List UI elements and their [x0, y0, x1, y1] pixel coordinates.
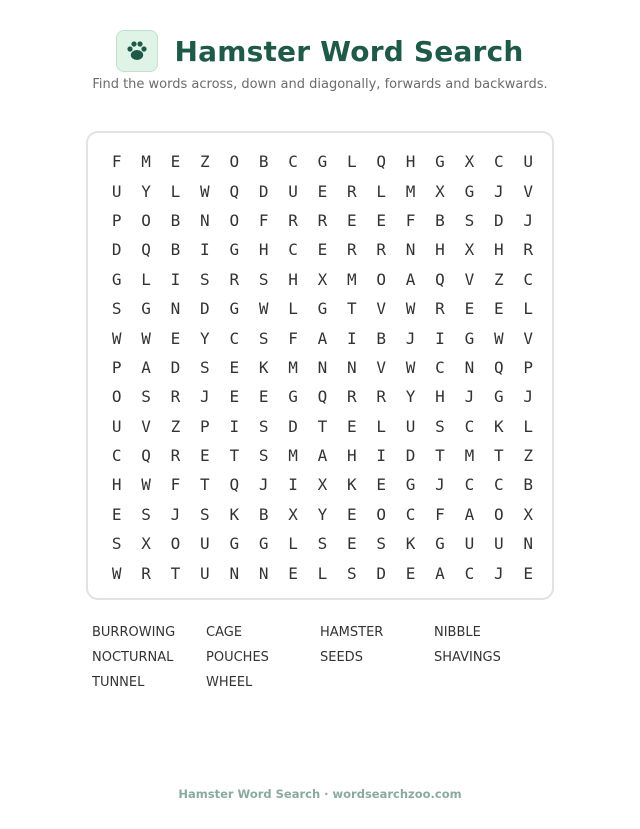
grid-cell[interactable]: Y [317, 504, 328, 524]
grid-cell[interactable]: E [111, 504, 122, 524]
grid-cell[interactable]: E [288, 563, 298, 583]
grid-cell[interactable]: C [493, 475, 504, 495]
grid-cell[interactable]: G [229, 240, 240, 260]
grid-cell[interactable]: F [405, 210, 416, 230]
grid-cell[interactable]: U [493, 534, 504, 554]
grid-cell[interactable]: H [435, 387, 445, 407]
grid-cell[interactable]: S [200, 269, 210, 289]
grid-cell[interactable]: E [229, 357, 240, 377]
grid-cell[interactable]: L [317, 563, 328, 583]
grid-cell[interactable]: T [170, 563, 181, 583]
grid-cell[interactable]: M [288, 446, 298, 466]
grid-cell[interactable]: S [258, 446, 269, 466]
grid-cell[interactable]: S [200, 504, 210, 524]
grid-cell[interactable]: N [347, 357, 357, 377]
grid-cell[interactable]: D [170, 357, 181, 377]
grid-cell[interactable]: N [405, 240, 416, 260]
grid-cell[interactable]: H [347, 446, 357, 466]
grid-cell[interactable]: J [200, 387, 210, 407]
grid-cell[interactable]: N [464, 357, 475, 377]
header [0, 28, 640, 74]
grid-cell[interactable]: W [405, 357, 416, 377]
grid-cell[interactable]: T [200, 475, 210, 495]
grid-cell[interactable]: Q [435, 269, 445, 289]
grid-cell[interactable]: B [258, 152, 269, 172]
grid-cell[interactable]: D [200, 299, 210, 319]
grid-cell[interactable]: L [170, 181, 181, 201]
grid-cell[interactable]: Y [200, 328, 210, 348]
grid-cell[interactable]: K [405, 534, 416, 554]
grid-cell[interactable]: G [288, 387, 298, 407]
grid-cell[interactable]: O [141, 210, 151, 230]
grid-cell[interactable]: W [200, 181, 210, 201]
grid-cell[interactable]: Z [523, 446, 533, 466]
grid-cell[interactable]: A [141, 357, 151, 377]
grid-cell[interactable]: G [258, 534, 269, 554]
grid-cell[interactable]: B [376, 328, 387, 348]
grid-cell[interactable]: E [317, 240, 328, 260]
grid-cell[interactable]: L [523, 416, 533, 436]
grid-cell[interactable]: Q [141, 240, 151, 260]
grid-cell[interactable]: W [493, 328, 504, 348]
grid-cell[interactable]: I [229, 416, 240, 436]
grid-cell[interactable]: G [464, 328, 475, 348]
grid-cell[interactable]: C [464, 563, 475, 583]
grid-cell[interactable]: M [464, 446, 475, 466]
grid-cell[interactable]: T [435, 446, 445, 466]
grid-cell[interactable]: U [111, 181, 122, 201]
grid-cell[interactable]: C [464, 416, 475, 436]
grid-cell[interactable]: R [347, 181, 357, 201]
grid-cell[interactable]: N [317, 357, 328, 377]
grid-cell[interactable]: E [493, 299, 504, 319]
grid-cell[interactable]: V [523, 328, 533, 348]
grid-cell[interactable]: K [229, 504, 240, 524]
grid-cell[interactable]: R [141, 563, 151, 583]
grid-cell[interactable]: L [347, 152, 357, 172]
grid-cell[interactable]: Z [170, 416, 181, 436]
grid-cell[interactable]: Q [229, 475, 240, 495]
grid-cell[interactable]: P [111, 210, 122, 230]
grid-cell[interactable]: U [200, 563, 210, 583]
grid-cell[interactable]: O [376, 504, 387, 524]
grid-cell[interactable]: Q [376, 152, 387, 172]
grid-cell[interactable]: J [435, 475, 445, 495]
grid-cell[interactable]: W [141, 475, 151, 495]
grid-cell[interactable]: R [170, 387, 181, 407]
grid-cell[interactable]: A [317, 446, 328, 466]
grid-cell[interactable]: X [141, 534, 151, 554]
grid-cell[interactable]: A [317, 328, 328, 348]
grid-cell[interactable]: G [229, 299, 240, 319]
grid-cell[interactable]: C [288, 152, 298, 172]
grid-cell[interactable]: O [229, 210, 240, 230]
grid-cell[interactable]: D [111, 240, 122, 260]
grid-cell[interactable]: X [435, 181, 445, 201]
grid-cell[interactable]: W [258, 299, 269, 319]
grid-cell[interactable]: H [288, 269, 298, 289]
grid-cell[interactable]: R [435, 299, 445, 319]
grid-cell[interactable]: W [111, 328, 122, 348]
grid-cell[interactable]: S [347, 563, 357, 583]
grid-cell[interactable]: C [493, 152, 504, 172]
grid-cell[interactable]: E [170, 152, 181, 172]
grid-cell[interactable]: R [347, 387, 357, 407]
grid-cell[interactable]: G [435, 152, 445, 172]
puzzle-board [86, 131, 554, 600]
grid-cell[interactable]: U [111, 416, 122, 436]
grid-cell[interactable]: F [435, 504, 445, 524]
footer: Hamster Word Search · wordsearchzoo.com [178, 787, 462, 801]
grid-cell[interactable]: E [258, 387, 269, 407]
grid-cell[interactable]: E [347, 504, 357, 524]
grid-cell[interactable]: O [229, 152, 240, 172]
grid-cell[interactable]: M [347, 269, 357, 289]
grid-cell[interactable]: K [258, 357, 269, 377]
grid-cell[interactable]: I [288, 475, 298, 495]
grid-cell[interactable]: O [170, 534, 181, 554]
grid-cell[interactable]: G [493, 387, 504, 407]
grid-cell[interactable]: L [288, 534, 298, 554]
grid-cell[interactable]: B [258, 504, 269, 524]
letter-grid [102, 147, 543, 588]
grid-cell[interactable]: A [405, 269, 416, 289]
grid-cell[interactable]: S [258, 328, 269, 348]
paw-icon [125, 40, 149, 62]
grid-cell[interactable]: X [317, 475, 328, 495]
grid-cell[interactable]: I [347, 328, 357, 348]
grid-cell[interactable]: R [376, 387, 387, 407]
grid-cell[interactable]: E [229, 387, 240, 407]
word-list-item: BURROWING [92, 625, 176, 640]
grid-cell[interactable]: D [258, 181, 269, 201]
grid-cell[interactable]: S [317, 534, 328, 554]
grid-cell[interactable]: M [288, 357, 298, 377]
grid-cell[interactable]: E [376, 210, 387, 230]
grid-cell[interactable]: J [493, 563, 504, 583]
grid-cell[interactable]: U [200, 534, 210, 554]
grid-cell[interactable]: E [317, 181, 328, 201]
grid-cell[interactable]: R [523, 240, 533, 260]
grid-cell[interactable]: W [111, 563, 122, 583]
grid-cell[interactable]: R [288, 210, 298, 230]
grid-cell[interactable]: T [317, 416, 328, 436]
grid-cell[interactable]: R [170, 446, 181, 466]
grid-cell[interactable]: A [464, 504, 475, 524]
grid-cell[interactable]: H [111, 475, 122, 495]
grid-cell[interactable]: C [405, 504, 416, 524]
grid-cell[interactable]: N [200, 210, 210, 230]
grid-cell[interactable]: F [170, 475, 181, 495]
grid-cell[interactable]: K [493, 416, 504, 436]
grid-cell[interactable]: G [317, 299, 328, 319]
grid-cell[interactable]: S [258, 269, 269, 289]
grid-cell[interactable]: G [317, 152, 328, 172]
grid-cell[interactable]: Y [405, 387, 416, 407]
grid-cell[interactable]: J [523, 387, 533, 407]
grid-cell[interactable]: E [347, 534, 357, 554]
word-list-item: CAGE [206, 625, 243, 640]
grid-cell[interactable]: O [376, 269, 387, 289]
grid-cell[interactable]: M [405, 181, 416, 201]
word-list-item: HAMSTER [320, 625, 384, 640]
grid-cell[interactable]: F [258, 210, 269, 230]
grid-cell[interactable]: L [523, 299, 533, 319]
grid-cell[interactable]: E [464, 299, 475, 319]
grid-cell[interactable]: G [141, 299, 151, 319]
grid-cell[interactable]: P [523, 357, 533, 377]
grid-cell[interactable]: Q [493, 357, 504, 377]
grid-cell[interactable]: X [317, 269, 328, 289]
grid-cell[interactable]: S [435, 416, 445, 436]
word-list-item: TUNNEL [92, 675, 145, 690]
grid-cell[interactable]: C [435, 357, 445, 377]
instructions: Find the words across, down and diagonally, forwards and backwards. [92, 77, 548, 92]
grid-cell[interactable]: S [200, 357, 210, 377]
grid-cell[interactable]: B [170, 210, 181, 230]
grid-cell[interactable]: Q [141, 446, 151, 466]
grid-cell[interactable]: C [523, 269, 533, 289]
grid-cell[interactable]: J [493, 181, 504, 201]
grid-cell[interactable]: V [141, 416, 151, 436]
grid-cell[interactable]: G [229, 534, 240, 554]
grid-cell[interactable]: P [111, 357, 122, 377]
grid-cell[interactable]: F [288, 328, 298, 348]
grid-cell[interactable]: E [347, 210, 357, 230]
grid-cell[interactable]: T [347, 299, 357, 319]
grid-cell[interactable]: X [523, 504, 533, 524]
grid-cell[interactable]: Z [493, 269, 504, 289]
grid-cell[interactable]: S [464, 210, 475, 230]
grid-cell[interactable]: H [405, 152, 416, 172]
grid-cell[interactable]: C [288, 240, 298, 260]
grid-cell[interactable]: O [111, 387, 122, 407]
grid-cell[interactable]: J [523, 210, 533, 230]
word-list-item: WHEEL [206, 675, 253, 690]
grid-cell[interactable]: C [229, 328, 240, 348]
grid-cell[interactable]: I [376, 446, 387, 466]
grid-cell[interactable]: U [405, 416, 416, 436]
grid-cell[interactable]: P [200, 416, 210, 436]
grid-cell[interactable]: Q [229, 181, 240, 201]
grid-cell[interactable]: U [464, 534, 475, 554]
grid-cell[interactable]: M [141, 152, 151, 172]
grid-cell[interactable]: N [229, 563, 240, 583]
grid-cell[interactable]: G [435, 534, 445, 554]
grid-cell[interactable]: R [229, 269, 240, 289]
grid-cell[interactable]: S [376, 534, 387, 554]
grid-cell[interactable]: N [258, 563, 269, 583]
grid-cell[interactable]: E [200, 446, 210, 466]
grid-cell[interactable]: B [170, 240, 181, 260]
grid-cell[interactable]: J [464, 387, 475, 407]
grid-cell[interactable]: U [288, 181, 298, 201]
word-list-item: SHAVINGS [434, 650, 501, 665]
grid-cell[interactable]: L [141, 269, 151, 289]
grid-cell[interactable]: S [111, 534, 122, 554]
grid-cell[interactable]: D [288, 416, 298, 436]
word-list-item: NOCTURNAL [92, 650, 174, 665]
grid-cell[interactable]: S [141, 504, 151, 524]
grid-cell[interactable]: W [141, 328, 151, 348]
grid-cell[interactable]: V [376, 357, 387, 377]
grid-cell[interactable]: Z [200, 152, 210, 172]
grid-cell[interactable]: S [141, 387, 151, 407]
grid-cell[interactable]: O [493, 504, 504, 524]
grid-cell[interactable]: S [111, 299, 122, 319]
grid-cell[interactable]: T [229, 446, 240, 466]
grid-cell[interactable]: G [464, 181, 475, 201]
grid-cell[interactable]: V [376, 299, 387, 319]
grid-cell[interactable]: V [523, 181, 533, 201]
grid-cell[interactable]: S [258, 416, 269, 436]
word-list-item: SEEDS [320, 650, 363, 665]
grid-cell[interactable]: H [258, 240, 269, 260]
grid-cell[interactable]: E [376, 475, 387, 495]
grid-cell[interactable]: J [258, 475, 269, 495]
grid-cell[interactable]: F [111, 152, 122, 172]
grid-cell[interactable]: L [376, 181, 387, 201]
grid-cell[interactable]: E [405, 563, 416, 583]
grid-cell[interactable]: X [288, 504, 298, 524]
grid-cell[interactable]: L [376, 416, 387, 436]
grid-cell[interactable]: G [111, 269, 122, 289]
grid-cell[interactable]: U [523, 152, 533, 172]
word-list-item: NIBBLE [434, 625, 481, 640]
grid-cell[interactable]: R [376, 240, 387, 260]
grid-cell[interactable]: D [493, 210, 504, 230]
grid-cell[interactable]: R [317, 210, 328, 230]
grid-cell[interactable]: C [111, 446, 122, 466]
grid-cell[interactable]: K [347, 475, 357, 495]
grid-cell[interactable]: I [200, 240, 210, 260]
grid-cell[interactable]: I [435, 328, 445, 348]
logo [116, 30, 158, 72]
grid-cell[interactable]: A [435, 563, 445, 583]
grid-cell[interactable]: H [435, 240, 445, 260]
grid-cell[interactable]: X [464, 152, 475, 172]
grid-cell[interactable]: L [288, 299, 298, 319]
grid-cell[interactable]: E [347, 416, 357, 436]
grid-cell[interactable]: Q [317, 387, 328, 407]
grid-cell[interactable]: G [405, 475, 416, 495]
grid-cell[interactable]: R [347, 240, 357, 260]
word-list-item: POUCHES [206, 650, 269, 665]
grid-cell[interactable]: T [493, 446, 504, 466]
grid-cell[interactable]: B [435, 210, 445, 230]
grid-cell[interactable]: N [170, 299, 181, 319]
grid-cell[interactable]: E [523, 563, 533, 583]
grid-cell[interactable]: J [405, 328, 416, 348]
word-list [92, 624, 552, 692]
page-title: Hamster Word Search [174, 34, 524, 68]
grid-cell[interactable]: J [170, 504, 181, 524]
grid-cell[interactable]: N [523, 534, 533, 554]
grid-cell[interactable]: D [405, 446, 416, 466]
grid-cell[interactable]: V [464, 269, 475, 289]
grid-cell[interactable]: E [170, 328, 181, 348]
grid-cell[interactable]: C [464, 475, 475, 495]
grid-cell[interactable]: I [170, 269, 181, 289]
grid-cell[interactable]: Y [141, 181, 151, 201]
grid-cell[interactable]: D [376, 563, 387, 583]
grid-cell[interactable]: H [493, 240, 504, 260]
grid-cell[interactable]: B [523, 475, 533, 495]
grid-cell[interactable]: X [464, 240, 475, 260]
grid-cell[interactable]: W [405, 299, 416, 319]
